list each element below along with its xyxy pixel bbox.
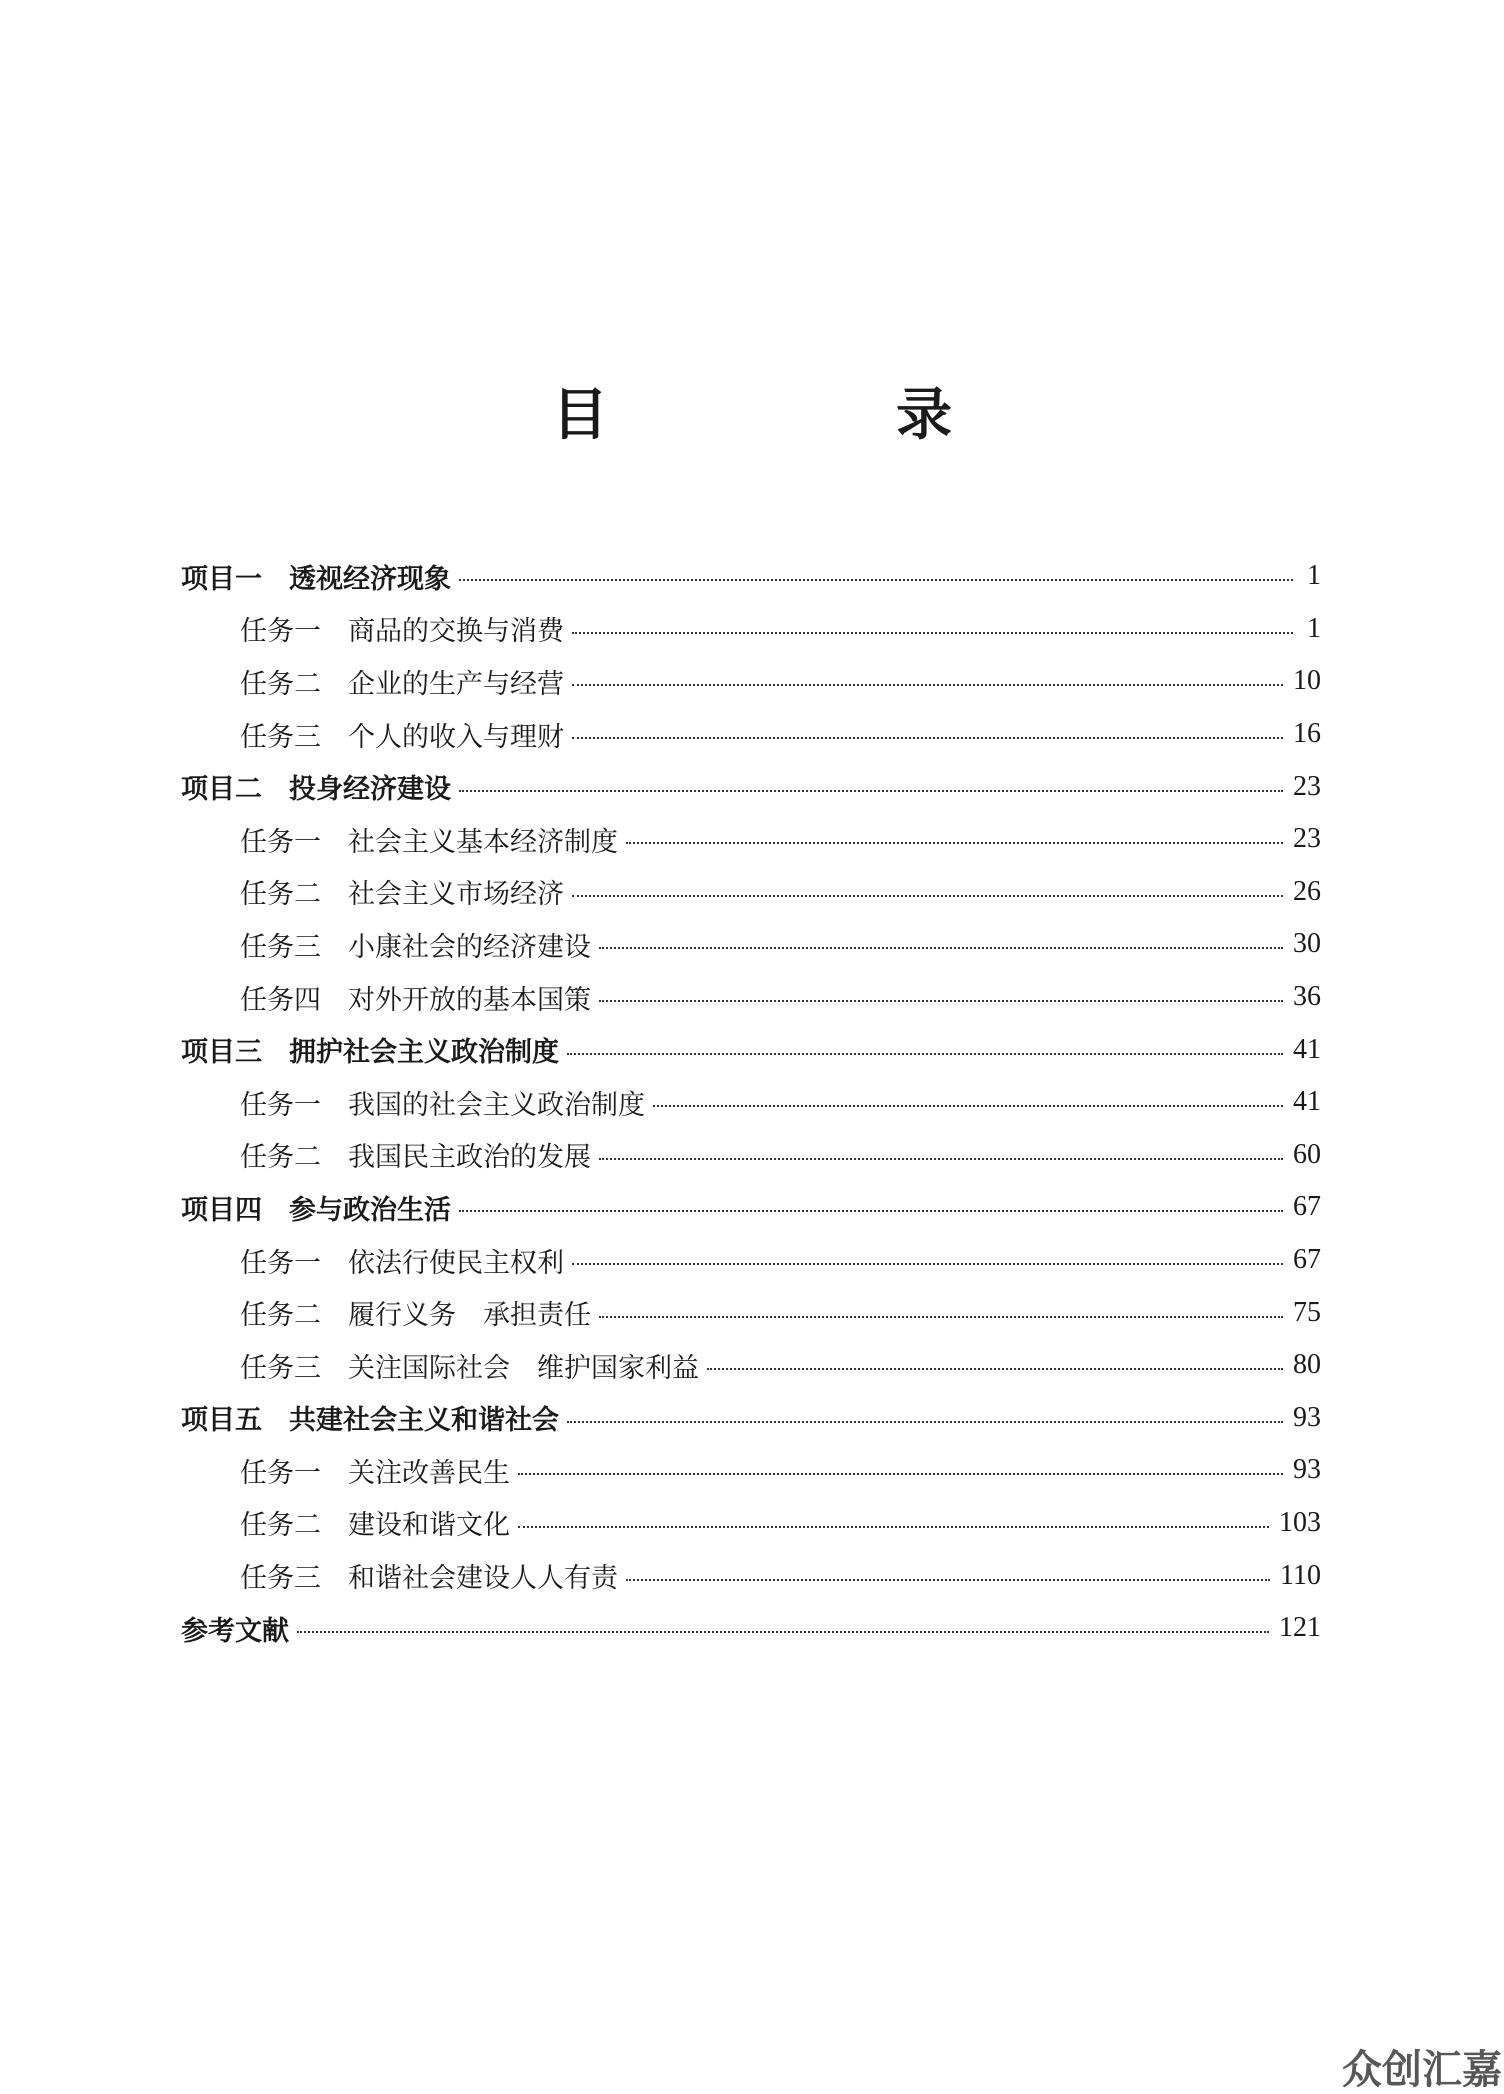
- toc-task-entry: [181, 813, 1321, 866]
- toc-page-number: 10: [1293, 665, 1321, 697]
- toc-page-number: 75: [1293, 1296, 1321, 1328]
- toc-page-number: 1: [1307, 560, 1321, 592]
- toc-section-entry: [181, 1023, 1321, 1076]
- toc-entry-title: 任务一 商品的交换与消费: [240, 616, 564, 648]
- toc-entry-title: 项目二 投身经济建设: [181, 774, 451, 806]
- toc-section-entry: [181, 1392, 1321, 1445]
- toc-page-number: 121: [1279, 1612, 1321, 1644]
- toc-page-number: 16: [1293, 718, 1321, 750]
- toc-entry-title: 任务二 建设和谐文化: [240, 1510, 510, 1542]
- toc-page-number: 93: [1293, 1454, 1321, 1486]
- toc-task-entry: [181, 708, 1321, 761]
- toc-dot-leader: [599, 1158, 1283, 1160]
- toc-task-entry: [181, 603, 1321, 656]
- toc-page-number: 41: [1293, 1086, 1321, 1118]
- watermark-logo: 众创汇嘉: [1342, 2047, 1502, 2093]
- toc-page-number: 36: [1293, 981, 1321, 1013]
- toc-entry-title: 任务三 小康社会的经济建设: [240, 931, 591, 963]
- toc-page-number: 110: [1280, 1559, 1321, 1591]
- toc-dot-leader: [599, 1000, 1283, 1002]
- toc-section-entry: [181, 760, 1321, 813]
- toc-entry-title: 任务三 个人的收入与理财: [240, 721, 564, 753]
- toc-dot-leader: [518, 1526, 1269, 1528]
- table-of-contents: [181, 550, 1321, 1654]
- toc-dot-leader: [599, 947, 1283, 949]
- toc-dot-leader: [599, 1316, 1283, 1318]
- toc-dot-leader: [567, 1421, 1283, 1423]
- toc-dot-leader: [653, 1105, 1283, 1107]
- toc-entry-title: 任务三 关注国际社会 维护国家利益: [240, 1352, 699, 1384]
- toc-dot-leader: [626, 1579, 1270, 1581]
- toc-entry-title: 任务一 关注改善民生: [240, 1457, 510, 1489]
- toc-dot-leader: [459, 1210, 1283, 1212]
- toc-entry-title: 项目三 拥护社会主义政治制度: [181, 1037, 559, 1069]
- toc-entry-title: 任务二 履行义务 承担责任: [240, 1300, 591, 1332]
- toc-task-entry: [181, 918, 1321, 971]
- toc-dot-leader: [518, 1473, 1283, 1475]
- toc-task-entry: [181, 1497, 1321, 1550]
- toc-task-entry: [181, 971, 1321, 1024]
- toc-entry-title: 任务二 企业的生产与经营: [240, 668, 564, 700]
- toc-dot-leader: [572, 684, 1283, 686]
- toc-page-number: 80: [1293, 1349, 1321, 1381]
- toc-page-number: 26: [1293, 875, 1321, 907]
- toc-page-number: 67: [1293, 1191, 1321, 1223]
- toc-page-number: 103: [1279, 1506, 1321, 1538]
- toc-page-number: 30: [1293, 928, 1321, 960]
- toc-task-entry: [181, 1234, 1321, 1287]
- toc-entry-title: 参考文献: [181, 1615, 289, 1647]
- toc-dot-leader: [567, 1053, 1283, 1055]
- toc-task-entry: [181, 1549, 1321, 1602]
- toc-entry-title: 项目一 透视经济现象: [181, 563, 451, 595]
- toc-task-entry: [181, 1339, 1321, 1392]
- toc-task-entry: [181, 655, 1321, 708]
- toc-entry-title: 项目五 共建社会主义和谐社会: [181, 1405, 559, 1437]
- toc-page-number: 1: [1307, 612, 1321, 644]
- toc-entry-title: 任务四 对外开放的基本国策: [240, 984, 591, 1016]
- toc-dot-leader: [572, 895, 1283, 897]
- toc-dot-leader: [459, 579, 1293, 581]
- toc-entry-title: 项目四 参与政治生活: [181, 1194, 451, 1226]
- toc-dot-leader: [572, 632, 1293, 634]
- toc-section-entry: [181, 1181, 1321, 1234]
- toc-entry-title: 任务二 我国民主政治的发展: [240, 1142, 591, 1174]
- toc-dot-leader: [572, 1263, 1283, 1265]
- toc-section-entry: [181, 1602, 1321, 1655]
- toc-entry-title: 任务一 依法行使民主权利: [240, 1247, 564, 1279]
- toc-task-entry: [181, 1076, 1321, 1129]
- toc-page-number: 93: [1293, 1401, 1321, 1433]
- toc-entry-title: 任务三 和谐社会建设人人有责: [240, 1563, 618, 1595]
- toc-page-number: 60: [1293, 1138, 1321, 1170]
- toc-dot-leader: [626, 842, 1283, 844]
- toc-task-entry: [181, 1129, 1321, 1182]
- toc-dot-leader: [572, 737, 1283, 739]
- toc-page-number: 23: [1293, 823, 1321, 855]
- toc-page-number: 23: [1293, 770, 1321, 802]
- toc-task-entry: [181, 866, 1321, 919]
- toc-dot-leader: [707, 1368, 1283, 1370]
- toc-page-number: 67: [1293, 1244, 1321, 1276]
- toc-section-entry: [181, 550, 1321, 603]
- toc-dot-leader: [459, 790, 1283, 792]
- toc-task-entry: [181, 1444, 1321, 1497]
- toc-page-number: 41: [1293, 1033, 1321, 1065]
- toc-entry-title: 任务二 社会主义市场经济: [240, 879, 564, 911]
- toc-dot-leader: [297, 1631, 1269, 1633]
- toc-task-entry: [181, 1286, 1321, 1339]
- toc-entry-title: 任务一 我国的社会主义政治制度: [240, 1089, 645, 1121]
- toc-entry-title: 任务一 社会主义基本经济制度: [240, 826, 618, 858]
- page-title: 目 录: [552, 382, 1068, 448]
